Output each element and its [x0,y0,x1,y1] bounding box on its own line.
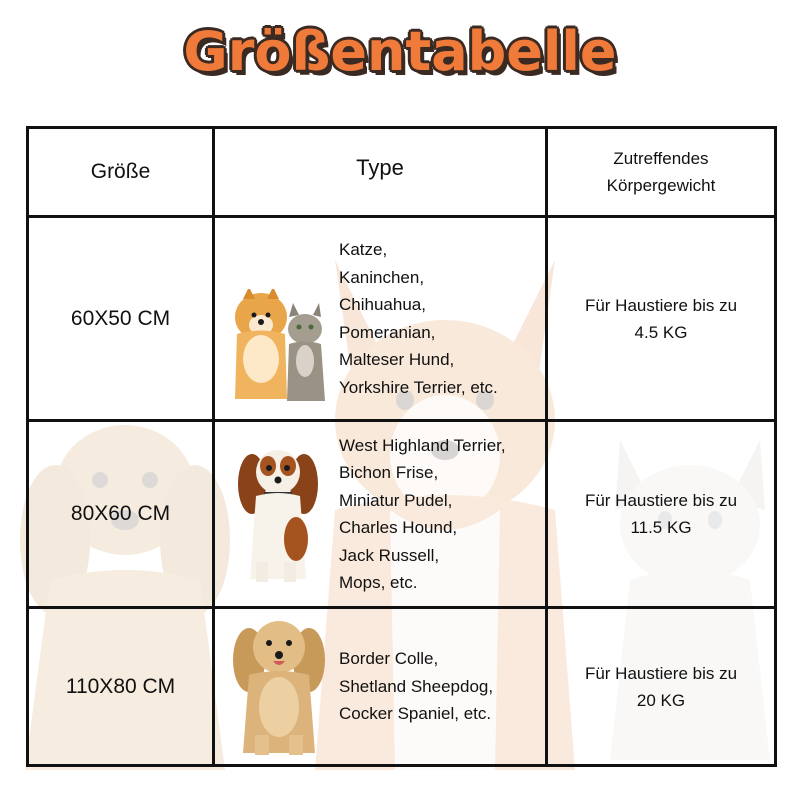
type-item: Kaninchen, [339,267,425,287]
type-item: Mops, etc. [339,573,418,592]
header-size-label: Größe [90,160,151,183]
type-item: Katze, [339,240,388,259]
weight-line1: Für Haustiere bis zu [584,663,738,683]
cavalier-spaniel-image [234,444,324,589]
header-type [215,129,545,215]
type-item: Jack Russell, [339,545,440,565]
row-2-types [339,422,559,606]
type-item: Yorkshire Terrier, etc. [339,377,498,397]
row-3-weight [548,609,774,764]
type-item: Cocker Spaniel, etc. [339,704,492,724]
column-divider [212,129,215,764]
header-weight-line1: Zutreffendes [613,149,709,168]
weight-line1: Für Haustiere bis zu [584,491,738,510]
type-item: Malteser Hund, [339,350,455,369]
type-item: Miniatur Pudel, [339,490,453,510]
size-table [26,126,777,767]
page-title: Größentabelle [183,20,617,83]
weight-line1: Für Haustiere bis zu [584,295,738,315]
header-size [29,129,212,215]
type-item: Border Colle, [339,649,439,669]
weight-line2: 20 KG [636,690,686,710]
weight-line2: 11.5 KG [630,518,692,537]
size-label: 110X80 CM [65,674,176,698]
size-label: 80X60 CM [70,502,171,525]
type-item: Pomeranian, [339,322,436,342]
type-item: Charles Hound, [339,518,458,537]
row-1-types [339,218,549,419]
header-weight-line2: Körpergewicht [606,176,716,195]
type-item: Bichon Frise, [339,463,439,482]
pomeranian-and-cat-image [229,289,329,404]
row-1-size [29,218,212,419]
header-weight [548,129,774,215]
type-item: Chihuahua, [339,295,426,314]
size-label: 60X50 CM [70,306,171,330]
row-3-size [29,609,212,764]
header-type-label: Type [356,155,404,180]
type-item: West Highland Terrier, [339,435,506,455]
row-1-weight [548,218,774,419]
row-2-weight [548,422,774,606]
cocker-spaniel-image [229,615,329,760]
type-item: Shetland Sheepdog, [339,676,494,696]
weight-line2: 4.5 KG [634,322,688,342]
row-2-size [29,422,212,606]
row-3-types [339,609,549,764]
